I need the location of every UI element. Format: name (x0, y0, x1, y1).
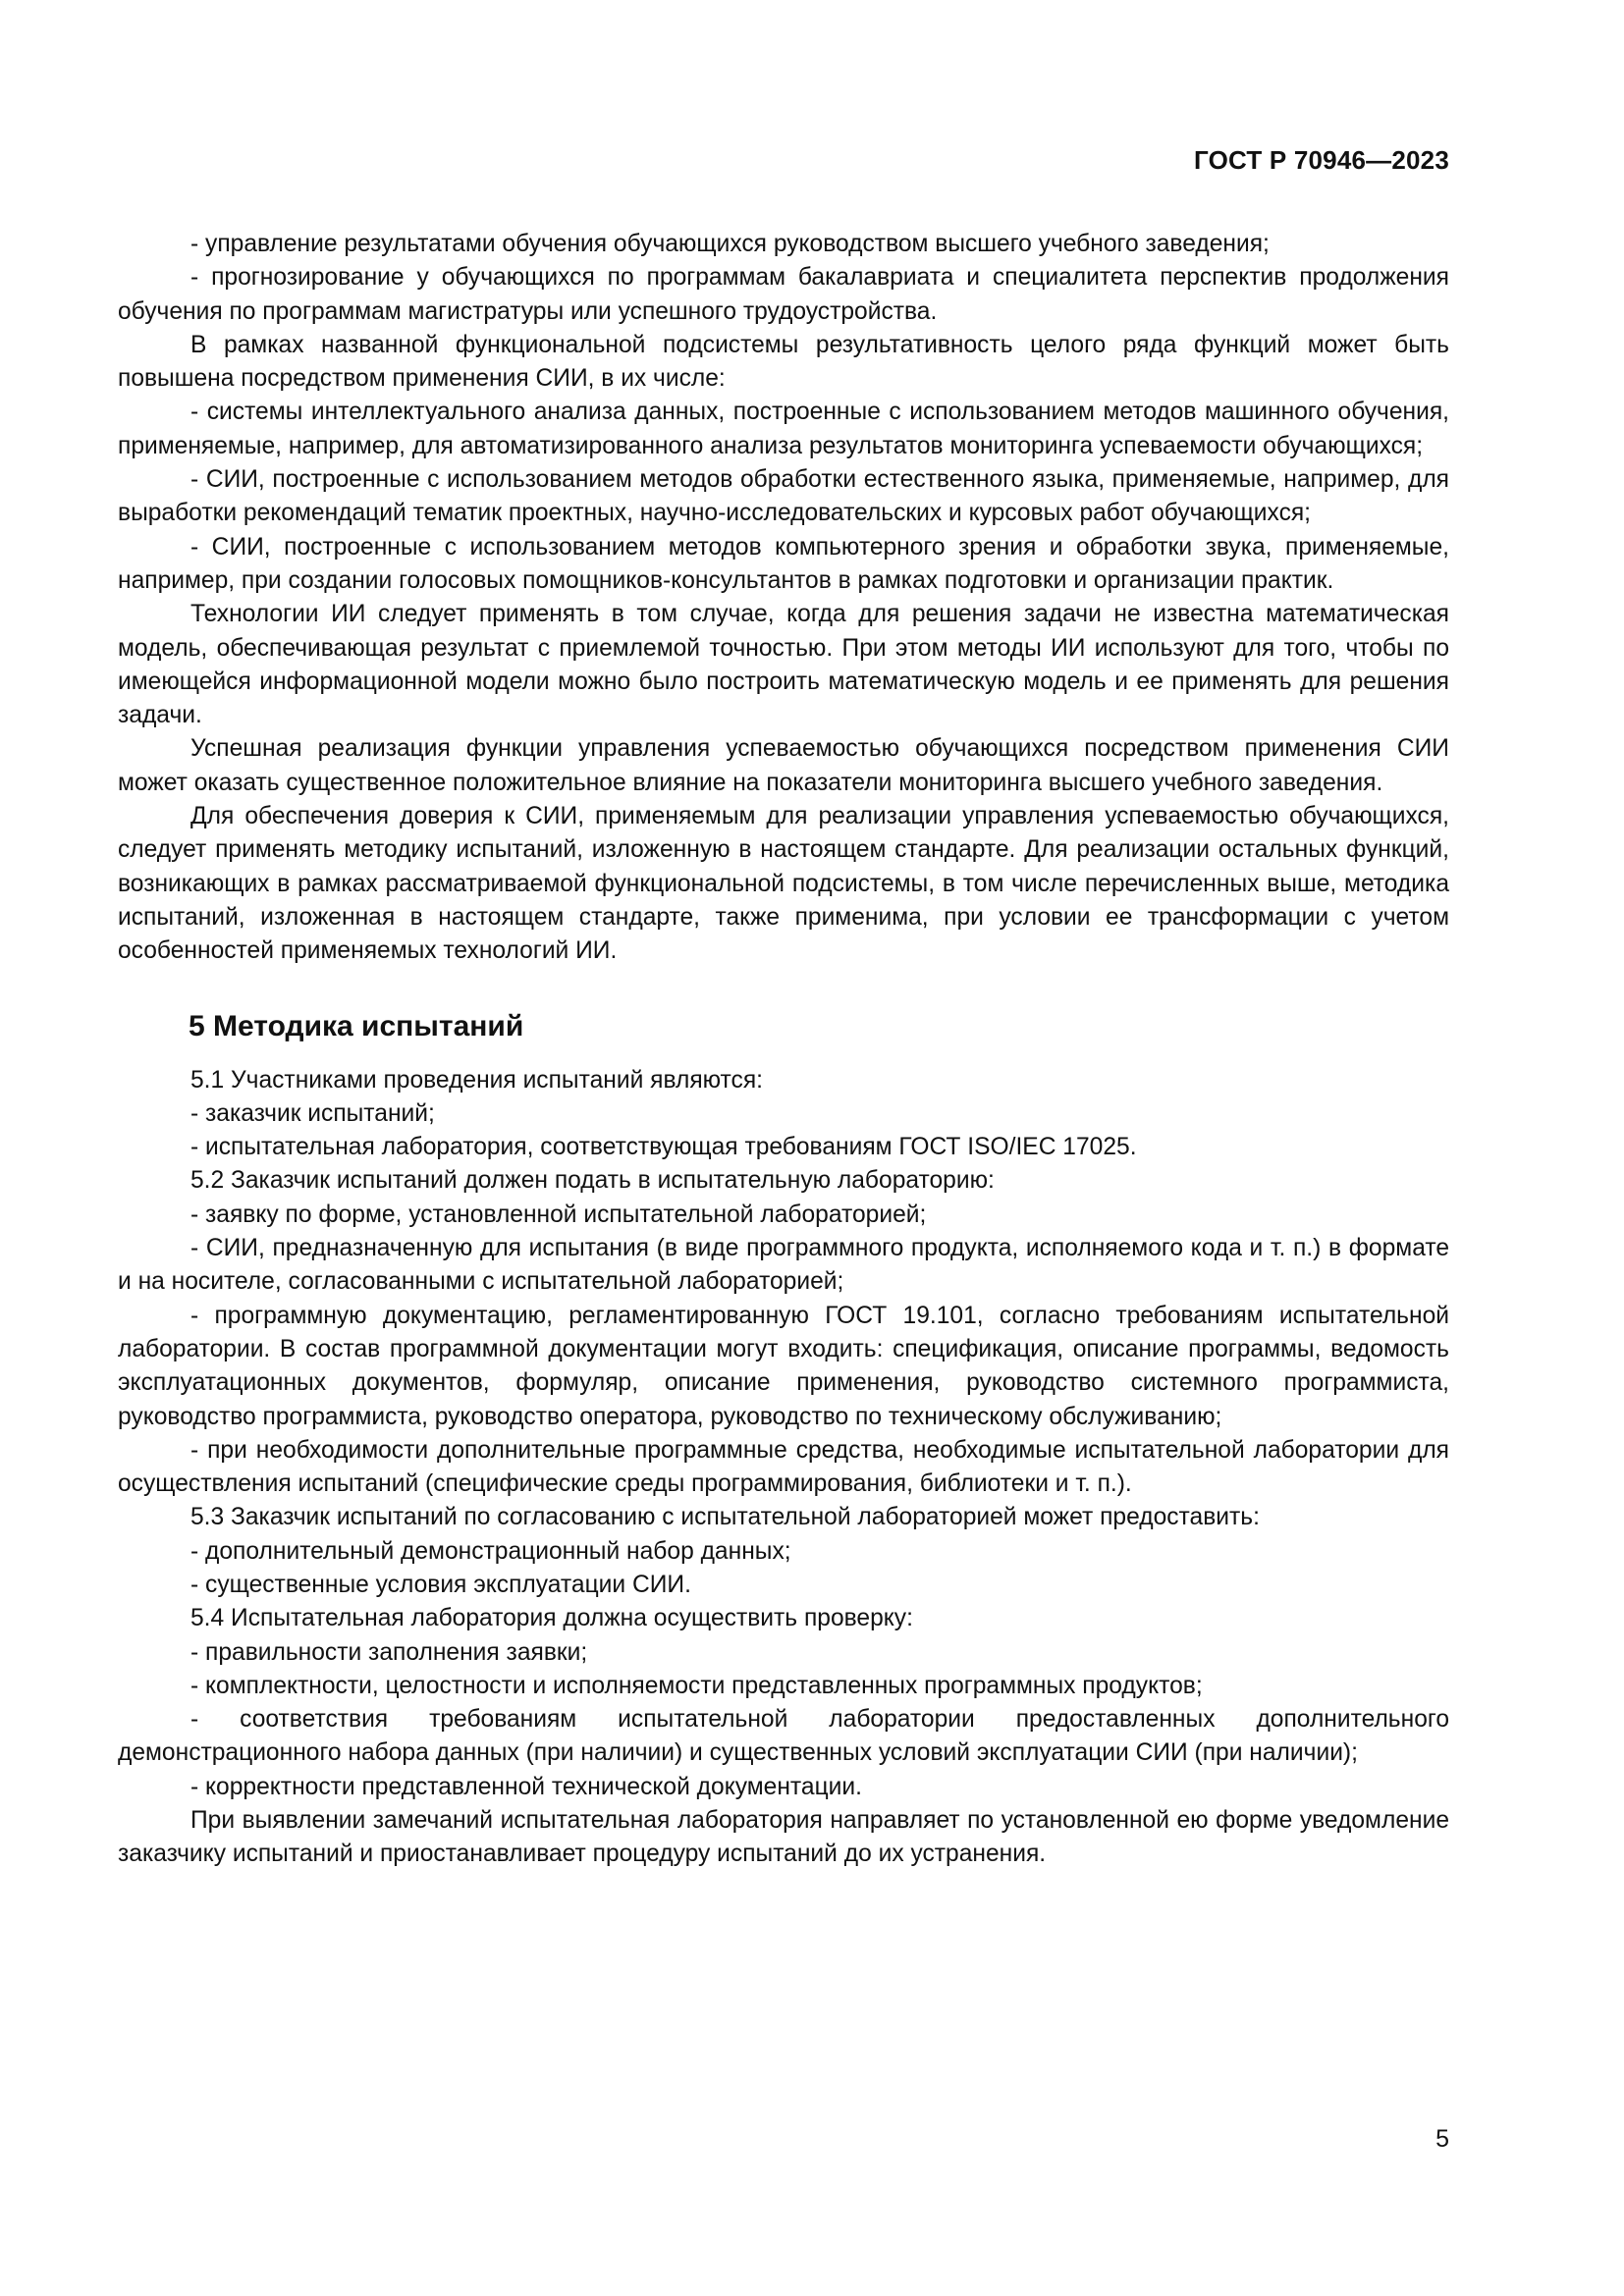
paragraph: - заказчик испытаний; (190, 1099, 435, 1127)
paragraph: - СИИ, предназначенную для испытания (в виде программного продукта, исполняемого кода и т. п.) в формате и на носителе, согласованными с испытательной лабораторией; (118, 1235, 1449, 1296)
document-id-header: ГОСТ Р 70946—2023 (1194, 145, 1449, 175)
paragraph: - управление результатами обучения обучающихся руководством высшего учебного заведения; (190, 231, 1270, 257)
section-heading: 5 Методика испытаний (189, 1009, 524, 1042)
paragraph: - заявку по форме, установленной испытательной лабораторией; (190, 1201, 927, 1228)
paragraph: - испытательная лаборатория, соответствующая требованиям ГОСТ ISO/IEC 17025. (190, 1134, 1137, 1161)
paragraph: - программную документацию, регламентированную ГОСТ 19.101, согласно требованиям испытательной лаборатории. В состав программной документации могут входить: спецификация, описание программы, ведомость эксплуатационных документов, формуляр, описание применения, руководство системного программиста, руководство программиста, руководство оператора, руководство по техническому обслуживанию; (118, 1302, 1449, 1430)
paragraph: - СИИ, построенные с использованием методов компьютерного зрения и обработки звука, применяемые, например, при создании голосовых помощников-консультантов в рамках подготовки и организации практик. (118, 533, 1449, 594)
paragraph: - при необходимости дополнительные программные средства, необходимые испытательной лаборатории для осуществления испытаний (специфические среды программирования, библиотеки и т. п.). (118, 1436, 1449, 1498)
paragraph: - дополнительный демонстрационный набор данных; (190, 1537, 791, 1565)
paragraph: Технологии ИИ следует применять в том случае, когда для решения задачи не известна математическая модель, обеспечивающая результат с приемлемой точностью. При этом методы ИИ используют для того, чтобы по имеющейся информационной модели можно было построить математическую модель и ее применять для решения задачи. (118, 601, 1449, 729)
paragraph: В рамках названной функциональной подсистемы результативность целого ряда функций может быть повышена посредством применения СИИ, в их числе: (118, 331, 1449, 393)
paragraph: Для обеспечения доверия к СИИ, применяемым для реализации управления успеваемостью обучающихся, следует применять методику испытаний, изложенную в настоящем стандарте. Для реализации остальных функций, возникающих в рамках рассматриваемой функциональной подсистемы, в том числе перечисленных выше, методика испытаний, изложенная в настоящем стандарте, также применима, при условии ее трансформации с учетом особенностей применяемых технологий ИИ. (118, 803, 1449, 965)
paragraph: 5.1 Участниками проведения испытаний являются: (190, 1066, 763, 1094)
paragraph: - системы интеллектуального анализа данных, построенные с использованием методов машинного обучения, применяемые, например, для автоматизированного анализа результатов мониторинга успеваемости обучающихся; (118, 399, 1449, 459)
paragraph: Успешная реализация функции управления успеваемостью обучающихся посредством применения СИИ может оказать существенное положительное влияние на показатели мониторинга высшего учебного заведения. (118, 735, 1449, 796)
page-number: 5 (1435, 2125, 1449, 2153)
paragraph: - правильности заполнения заявки; (190, 1638, 588, 1666)
paragraph: - прогнозирование у обучающихся по программам бакалавриата и специалитета перспектив продолжения обучения по программам магистратуры или успешного трудоустройства. (118, 264, 1449, 325)
paragraph: - соответствия требованиям испытательной лаборатории предоставленных дополнительного демонстрационного набора данных (при наличии) и существенных условий эксплуатации СИИ (при наличии); (118, 1706, 1449, 1767)
paragraph: - СИИ, построенные с использованием методов обработки естественного языка, применяемые, например, для выработки рекомендаций тематик проектных, научно-исследовательских и курсовых работ обучающихся; (118, 466, 1449, 527)
page-content (118, 228, 1449, 1872)
paragraph: - корректности представленной технической документации. (190, 1773, 862, 1800)
paragraph: 5.3 Заказчик испытаний по согласованию с испытательной лабораторией может предоставить: (190, 1504, 1260, 1531)
paragraph: 5.4 Испытательная лаборатория должна осуществить проверку: (190, 1605, 913, 1632)
paragraph: При выявлении замечаний испытательная лаборатория направляет по установленной ею форме уведомление заказчику испытаний и приостанавливает процедуру испытаний до их устранения. (118, 1807, 1449, 1868)
paragraph: - комплектности, целостности и исполняемости представленных программных продуктов; (190, 1672, 1203, 1699)
paragraph: - существенные условия эксплуатации СИИ. (190, 1571, 691, 1598)
paragraph: 5.2 Заказчик испытаний должен подать в испытательную лабораторию: (190, 1167, 995, 1195)
